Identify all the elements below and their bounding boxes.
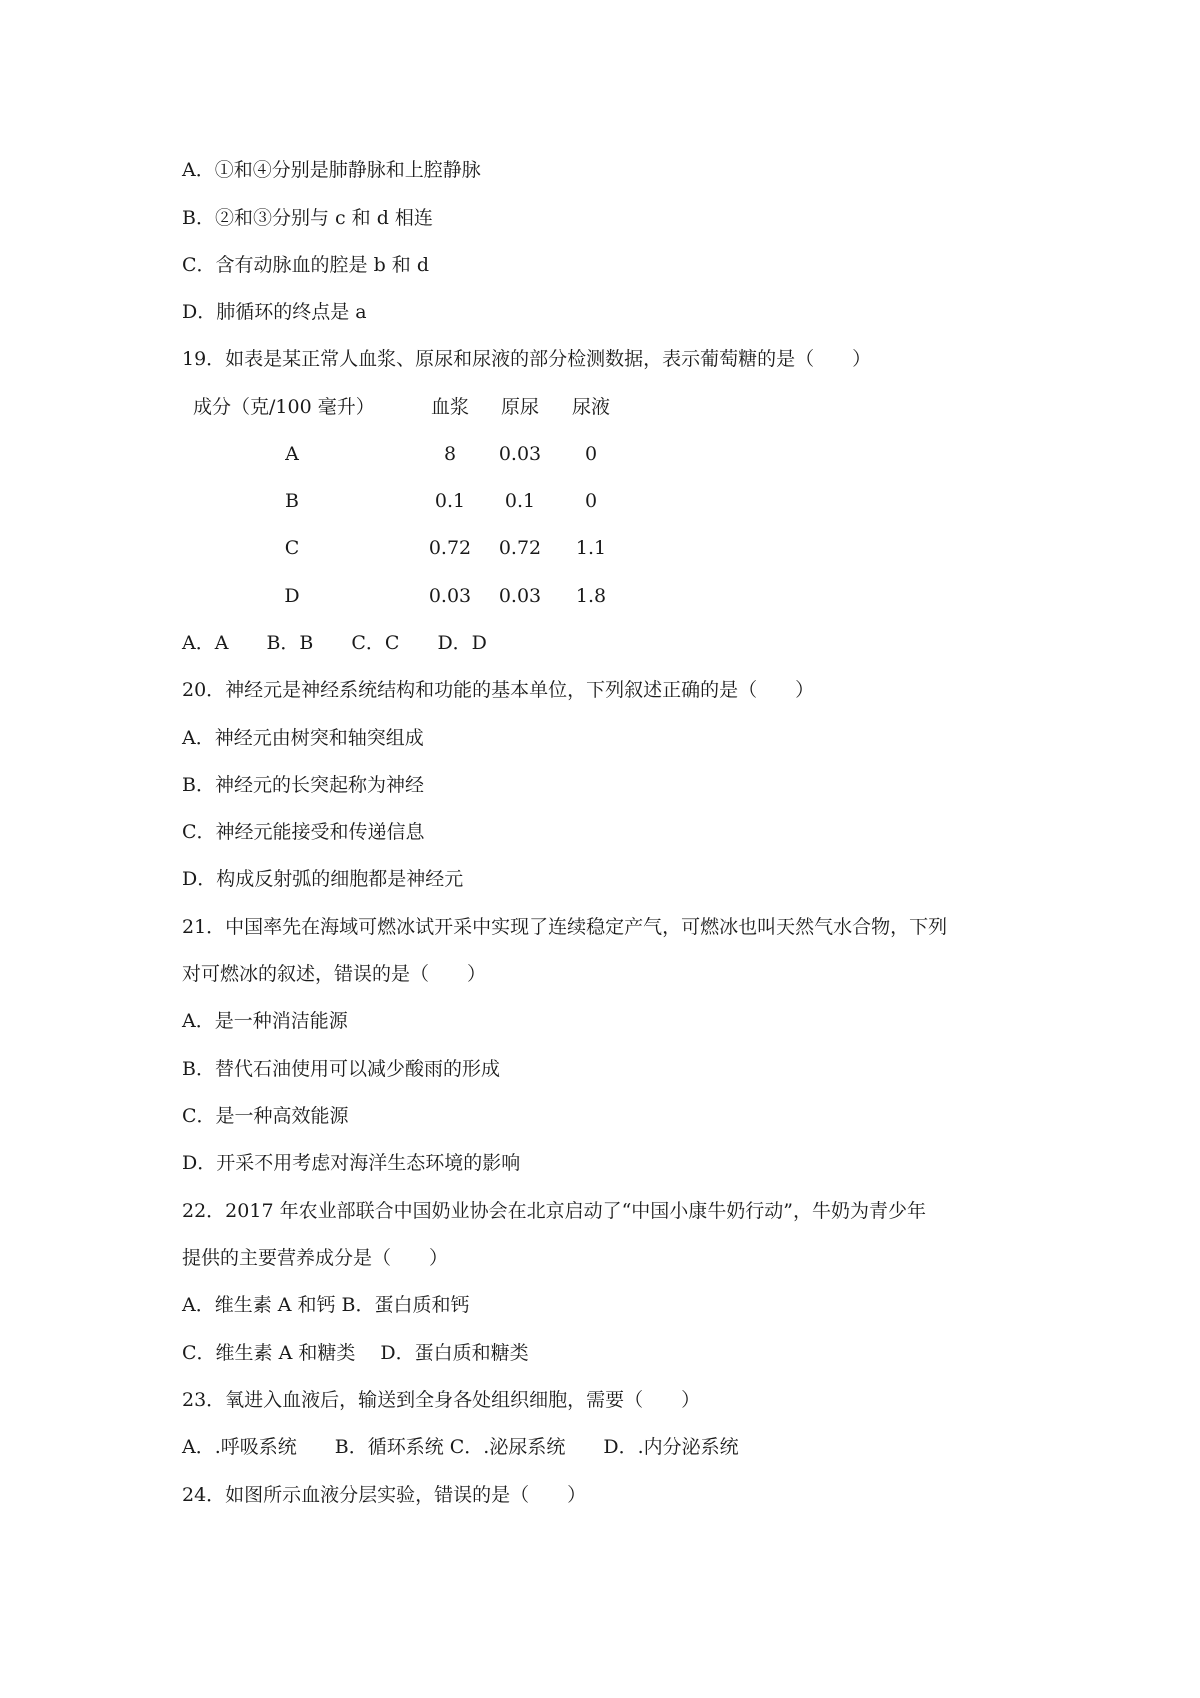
table-row-d-urine: 1.8 (575, 585, 607, 607)
table-header-plasma: 血浆 (430, 396, 469, 418)
q20-option-d: D．构成反射弧的细胞都是神经元 (182, 868, 464, 890)
q18-option-b: B．②和③分别与 c 和 d 相连 (182, 207, 433, 229)
table-header-urine: 尿液 (571, 396, 610, 418)
table-row-d-label: D (284, 585, 300, 607)
table-row-d-primary-urine: 0.03 (498, 585, 542, 607)
q21-option-c: C．是一种高效能源 (182, 1105, 349, 1127)
table-row-c-label: C (284, 537, 300, 559)
q20-option-b: B．神经元的长突起称为神经 (182, 774, 424, 796)
q21-option-d: D．开采不用考虑对海洋生态环境的影响 (182, 1152, 521, 1174)
table-row-a-urine: 0 (584, 443, 598, 465)
q20-stem: 20．神经元是神经系统结构和功能的基本单位，下列叙述正确的是（ ） (182, 679, 815, 701)
table-row-c-urine: 1.1 (575, 537, 607, 559)
q18-option-a: A．①和④分别是肺静脉和上腔静脉 (182, 159, 481, 181)
q21-option-b: B．替代石油使用可以减少酸雨的形成 (182, 1058, 500, 1080)
q19-options: A．A B．B C．C D．D (182, 632, 487, 654)
table-row-c-plasma: 0.72 (428, 537, 472, 559)
q24-stem: 24．如图所示血液分层实验，错误的是（ ） (182, 1484, 587, 1506)
q18-option-d: D．肺循环的终点是 a (182, 301, 367, 323)
q21-stem-line1: 21．中国率先在海域可燃冰试开采中实现了连续稳定产气，可燃冰也叫天然气水合物，下列 (182, 916, 948, 938)
table-row-b-plasma: 0.1 (434, 490, 466, 512)
q23-options: A．.呼吸系统 B．循环系统 C．.泌尿系统 D．.内分泌系统 (182, 1436, 739, 1458)
q23-stem: 23．氧进入血液后，输送到全身各处组织细胞，需要（ ） (182, 1389, 701, 1411)
q22-stem-line2: 提供的主要营养成分是（ ） (182, 1247, 449, 1269)
q22-stem-line1: 22．2017 年农业部联合中国奶业协会在北京启动了“中国小康牛奶行动”，牛奶为青少年 (182, 1200, 926, 1222)
q19-stem: 19．如表是某正常人血浆、原尿和尿液的部分检测数据，表示葡萄糖的是（ ） (182, 348, 872, 370)
q18-option-c: C．含有动脉血的腔是 b 和 d (182, 254, 429, 276)
table-row-d-plasma: 0.03 (428, 585, 472, 607)
q21-option-a: A．是一种消洁能源 (182, 1010, 348, 1032)
q22-options-line2: C．维生素 A 和糖类 D．蛋白质和糖类 (182, 1342, 529, 1364)
table-row-c-primary-urine: 0.72 (498, 537, 542, 559)
q20-option-c: C．神经元能接受和传递信息 (182, 821, 425, 843)
table-header-component: 成分（克/100 毫升） (193, 396, 375, 418)
table-row-a-primary-urine: 0.03 (498, 443, 542, 465)
q21-stem-line2: 对可燃冰的叙述，错误的是（ ） (182, 963, 487, 985)
table-row-b-urine: 0 (584, 490, 598, 512)
table-row-b-label: B (285, 490, 299, 512)
table-row-b-primary-urine: 0.1 (504, 490, 536, 512)
table-row-a-plasma: 8 (443, 443, 457, 465)
table-row-a-label: A (285, 443, 299, 465)
q22-options-line1: A．维生素 A 和钙 B．蛋白质和钙 (182, 1294, 470, 1316)
table-header-primary-urine: 原尿 (500, 396, 539, 418)
q20-option-a: A．神经元由树突和轴突组成 (182, 727, 424, 749)
